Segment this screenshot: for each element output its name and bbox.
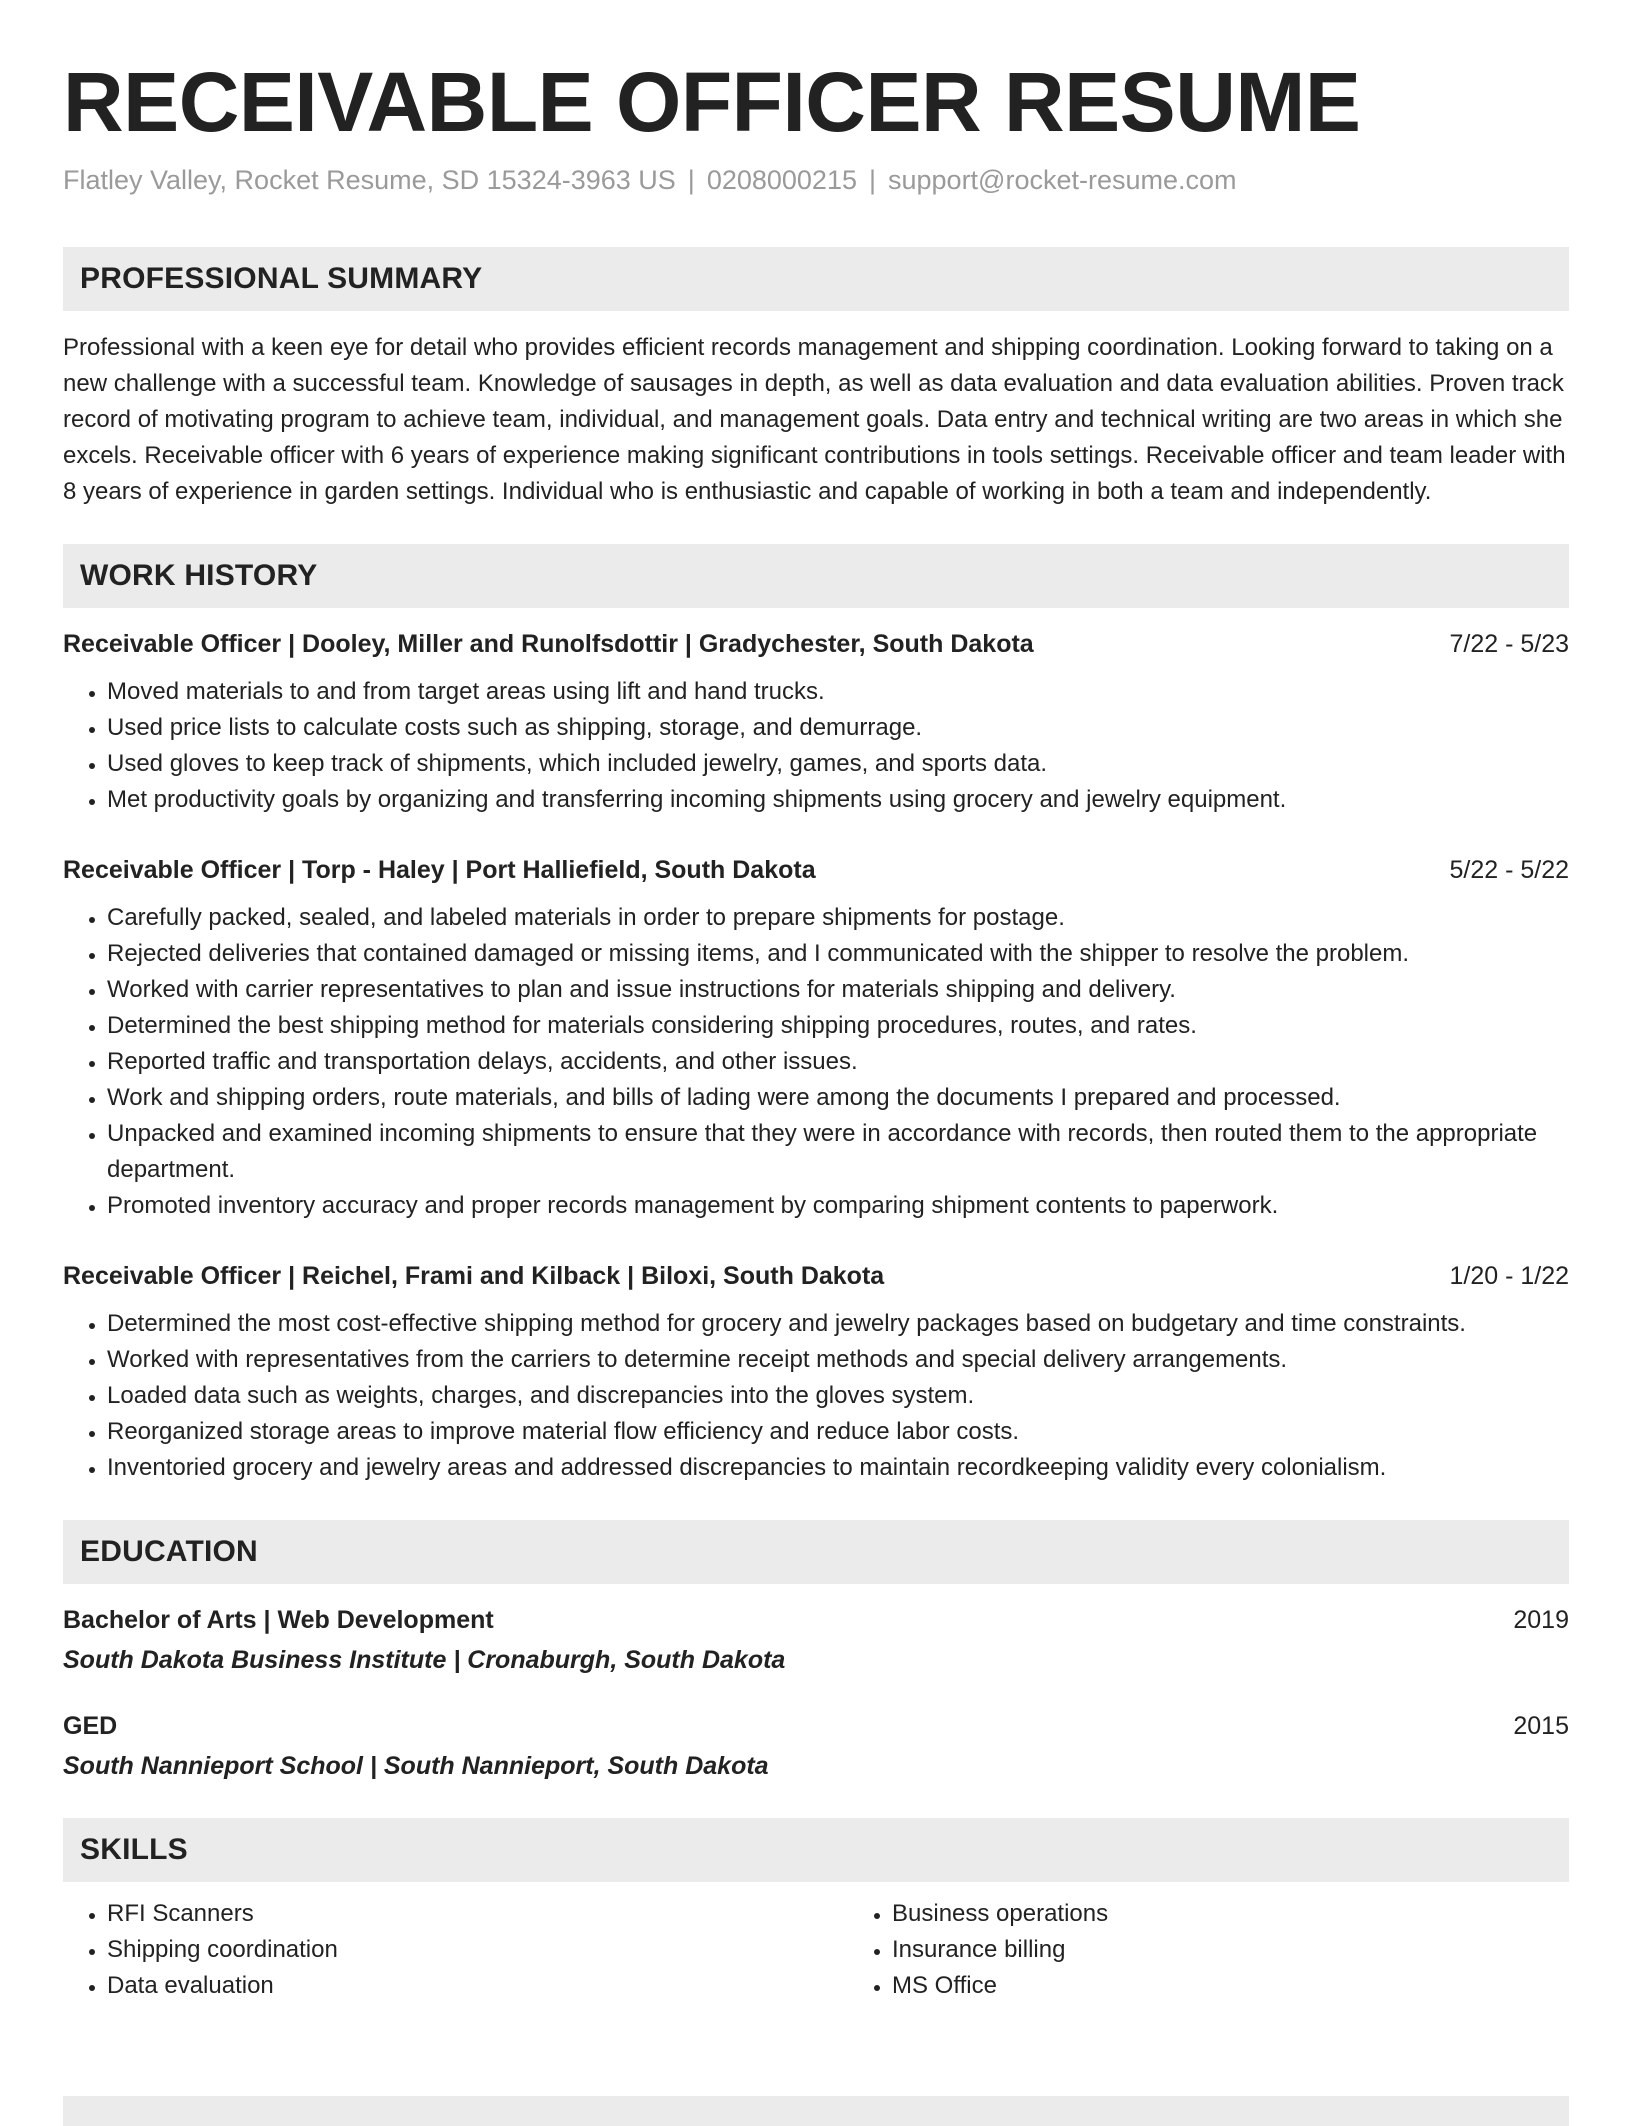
education-entry [63,1602,1569,1678]
job-dates: 1/20 - 1/22 [1449,1261,1569,1290]
education-school: South Dakota Business Institute | Cronaburgh, South Dakota [63,1645,786,1674]
job-bullet: • Used price lists to calculate costs such as shipping, storage, and demurrage. [107,710,1569,746]
job-bullet: • Used gloves to keep track of shipments, which included jewelry, games, and sports data. [107,746,1569,782]
job-dates: 5/22 - 5/22 [1449,855,1569,884]
job-title: Receivable Officer | Torp - Haley | Port Halliefield, South Dakota [63,855,816,884]
job-bullet: • Reorganized storage areas to improve material flow efficiency and reduce labor costs. [107,1414,1569,1450]
skills-column-right [848,1896,1108,2004]
skill-item: • Shipping coordination [107,1932,848,1968]
job-bullet: • Worked with representatives from the carriers to determine receipt methods and special delivery arrangements. [107,1342,1569,1378]
job-bullet: • Loaded data such as weights, charges, and discrepancies into the gloves system. [107,1378,1569,1414]
job-title: Receivable Officer | Reichel, Frami and Kilback | Biloxi, South Dakota [63,1261,885,1290]
contact-line [63,163,1569,198]
education-school: South Nannieport School | South Nannieport, South Dakota [63,1751,769,1780]
skills-heading: SKILLS [63,1818,1569,1882]
job-bullet: • Rejected deliveries that contained damaged or missing items, and I communicated with the shipper to resolve the problem. [107,936,1569,972]
job-bullet: • Determined the most cost-effective shipping method for grocery and jewelry packages based on budgetary and time constraints. [107,1306,1569,1342]
skill-item: • MS Office [892,1968,1108,2004]
contact-address: Flatley Valley, Rocket Resume, SD 15324-3963 US [63,164,676,195]
job-bullet: • Carefully packed, sealed, and labeled materials in order to prepare shipments for postage. [107,900,1569,936]
job-bullets [63,674,1569,818]
job-bullet: • Determined the best shipping method for materials considering shipping procedures, routes, and rates. [107,1008,1569,1044]
job-bullet: • Met productivity goals by organizing and transferring incoming shipments using grocery and jewelry equipment. [107,782,1569,818]
job-bullets [63,1306,1569,1486]
skill-item: • Data evaluation [107,1968,848,2004]
job-bullet: • Reported traffic and transportation delays, accidents, and other issues. [107,1044,1569,1080]
education-degree: Bachelor of Arts | Web Development [63,1605,494,1634]
next-section-header [63,2096,1569,2126]
job-entry [63,1258,1569,1486]
contact-separator: | [687,164,695,195]
education-degree: GED [63,1711,118,1740]
job-bullets [63,900,1569,1224]
work-history-heading: WORK HISTORY [63,544,1569,608]
job-bullet: • Inventoried grocery and jewelry areas and addressed discrepancies to maintain recordkeeping validity every colonialism. [107,1450,1569,1486]
skills-list [63,1896,1569,2004]
job-bullet: • Promoted inventory accuracy and proper records management by comparing shipment contents to paperwork. [107,1188,1569,1224]
job-bullet: • Worked with carrier representatives to plan and issue instructions for materials shipping and delivery. [107,972,1569,1008]
skill-item: • Insurance billing [892,1932,1108,1968]
contact-email: support@rocket-resume.com [888,164,1237,195]
skill-item: • Business operations [892,1896,1108,1932]
education-year: 2019 [1513,1605,1569,1634]
job-title: Receivable Officer | Dooley, Miller and Runolfsdottir | Gradychester, South Dakota [63,629,1034,658]
job-entry [63,852,1569,1224]
summary-heading: PROFESSIONAL SUMMARY [63,247,1569,311]
summary-text: Professional with a keen eye for detail who provides efficient records management and shipping coordination. Looking forward to taking on a new challenge with a successful team. Knowledge of sausages in depth, as well as data evaluation and data evaluation abilities. Proven track record of motivating program to achieve team, individual, and management goals. Data entry and technical writing are two areas in which she excels. Receivable officer with 6 years of experience making significant contributions in tools settings. Receivable officer and team leader with 8 years of experience in garden settings. Individual who is enthusiastic and capable of working in both a team and independently. [63,333,1566,505]
job-bullet: • Moved materials to and from target areas using lift and hand trucks. [107,674,1569,710]
contact-phone: 0208000215 [706,164,857,195]
job-bullet: • Unpacked and examined incoming shipments to ensure that they were in accordance with records, then routed them to the appropriate department. [107,1116,1569,1188]
contact-separator: | [868,164,876,195]
education-heading: EDUCATION [63,1520,1569,1584]
education-entry [63,1708,1569,1784]
job-dates: 7/22 - 5/23 [1449,629,1569,658]
resume-title: RECEIVABLE OFFICER RESUME [63,55,1361,149]
job-entry [63,626,1569,818]
job-bullet: • Work and shipping orders, route materials, and bills of lading were among the documents I prepared and processed. [107,1080,1569,1116]
skills-column-left [63,1896,848,2004]
skill-item: • RFI Scanners [107,1896,848,1932]
education-year: 2015 [1513,1711,1569,1740]
